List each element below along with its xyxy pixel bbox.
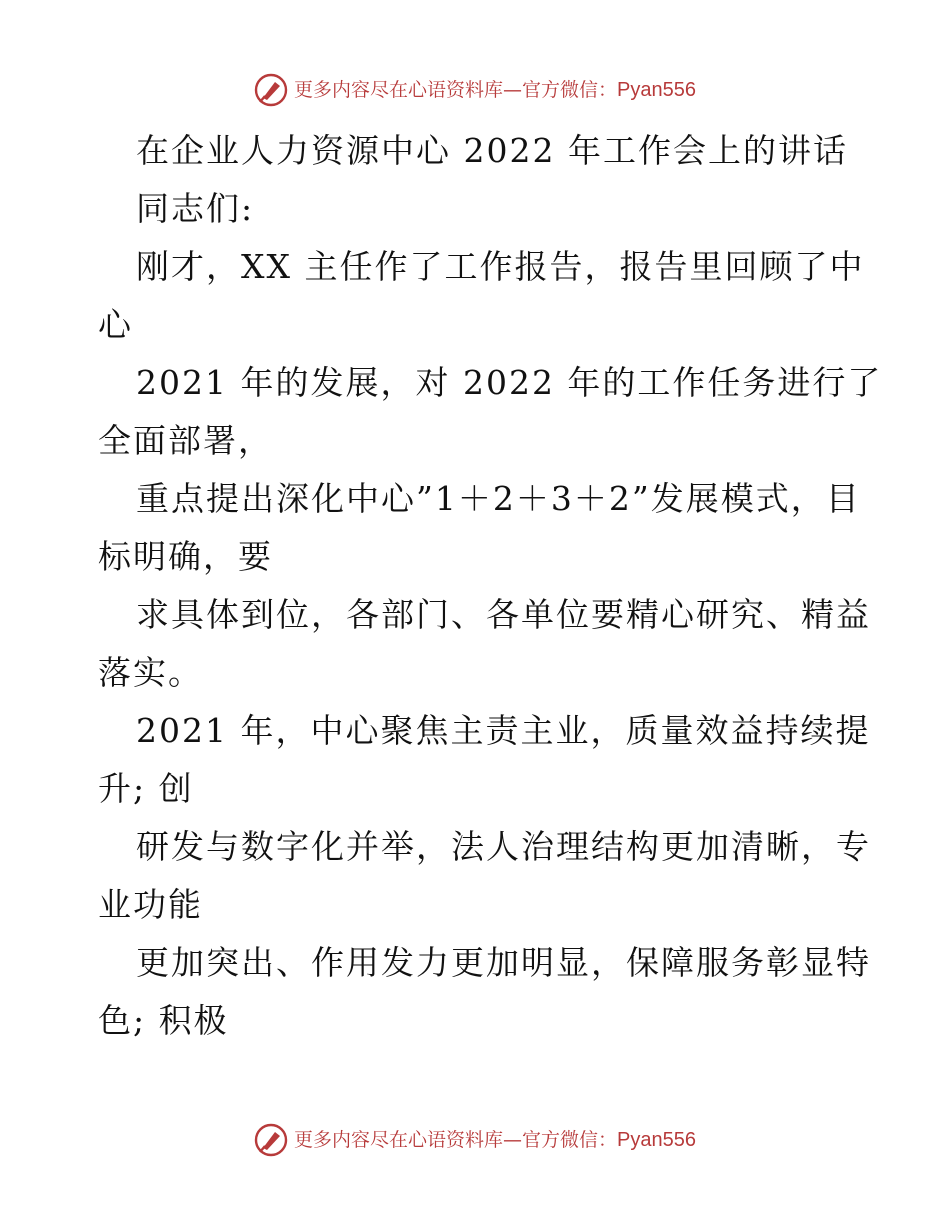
document-title: 在企业人力资源中心 2022 年工作会上的讲话: [136, 131, 848, 170]
watermark-text: 更多内容尽在心语资料库—官方微信：: [294, 79, 618, 101]
pen-nib-icon: [254, 73, 288, 107]
text-line: 同志们:: [136, 189, 255, 228]
watermark-wechat-id: Pyan556: [617, 1129, 696, 1151]
pen-nib-icon: [254, 1123, 288, 1157]
text-line: 升; 创: [98, 769, 194, 808]
document-body: [98, 122, 883, 1050]
watermark-wechat-id: Pyan556: [617, 79, 696, 101]
text-line: 落实。: [98, 653, 203, 692]
watermark-footer: [0, 1120, 950, 1160]
text-line: 2021 年，中心聚焦主责主业，质量效益持续提: [136, 711, 871, 750]
watermark-header: [0, 70, 950, 110]
text-line: 色; 积极: [98, 1001, 229, 1040]
text-line: 更加突出、作用发力更加明显，保障服务彰显特: [136, 943, 871, 982]
text-line: 业功能: [98, 885, 203, 924]
text-line: 标明确，要: [98, 537, 273, 576]
text-line: 重点提出深化中心”1＋2＋3＋2”发展模式，目: [136, 479, 861, 518]
watermark-text: 更多内容尽在心语资料库—官方微信：: [294, 1129, 618, 1151]
text-line: 2021 年的发展，对 2022 年的工作任务进行了: [136, 363, 883, 402]
text-line: 求具体到位，各部门、各单位要精心研究、精益: [136, 595, 871, 634]
text-line: 研发与数字化并举，法人治理结构更加清晰，专: [136, 827, 871, 866]
text-line: 心: [98, 305, 133, 344]
text-line: 全面部署，: [98, 421, 273, 460]
text-line: 刚才，XX 主任作了工作报告，报告里回顾了中: [136, 247, 865, 286]
